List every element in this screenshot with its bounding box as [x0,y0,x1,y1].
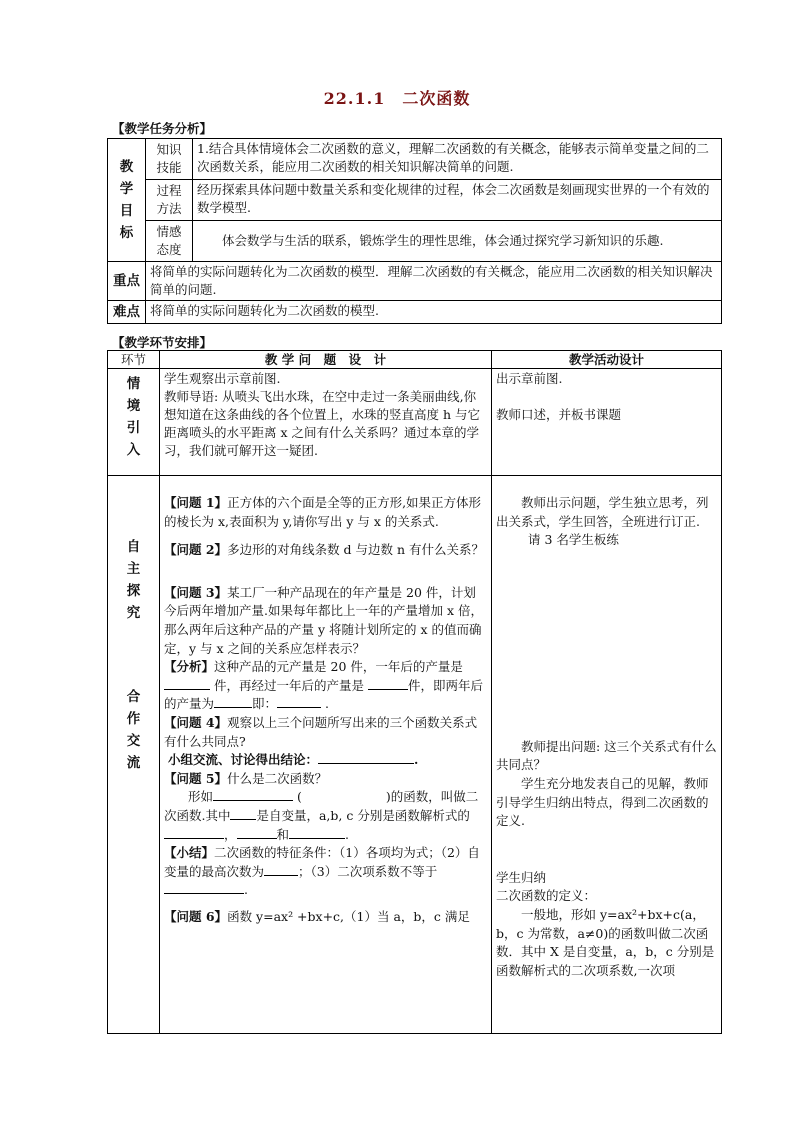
answer-blank[interactable] [368,677,408,690]
answer-blank[interactable] [213,788,293,801]
label-char: 主 [126,561,141,577]
fill-text: ， [224,826,237,842]
question-text: 观察以上三个问题所写出来的三个函数关系式有什么共同点? [164,714,478,749]
key-label: 重点 [108,262,146,301]
col-stage: 环节 [108,351,160,369]
question-text: 正方体的六个面是全等的正方形,如果正方体形的棱长为 x,表面积为 y,请你写出 y 与 x 的关系式. [164,495,482,529]
question-1 [164,488,487,531]
explore-design [160,476,492,1034]
explore-row [108,476,722,1034]
activity-line: 教师口述，并板书课题 [496,407,622,422]
answer-blank[interactable] [214,695,252,708]
section-heading-task-analysis: 【教学任务分析】 [112,121,213,136]
question-text: 函数 y=ax² +bx+c,（1）当 a，b，c 满足 [227,908,470,924]
goal-row-process [108,180,722,221]
page-title: 22.1.1 二次函数 [323,89,471,108]
summary-tag: 【小结】 [164,845,215,861]
explore-activity [492,476,722,1034]
analysis-text: 即： [252,696,278,712]
label-char: 入 [126,442,141,458]
question-tag: 【问题 6】 [164,908,228,924]
summary: 【小结】二次函数的特征条件：（1）各项均为式；（2）自变量的最高次数为 ；（3）二次项系数不等于. [164,845,480,898]
fill-text: 和 [276,826,290,842]
label-char: 交 [126,733,141,749]
goal-text-process: 经历探索具体问题中数量关系和变化规律的过程，体会二次函数是刻画现实世界的一个有效的数学模型. [193,180,722,221]
question-6 [164,908,487,927]
goal-text-knowledge: 1.结合具体情境体会二次函数的意义，理解二次函数的有关概念，能够表示简单变量之间的二次函数关系，能应用二次函数的相关知识解决简单的问题. [193,139,722,180]
goal-row-attitude [108,221,722,262]
question-text: 多边形的对角线条数 d 与边数 n 有什么关系？ [227,542,485,558]
label-char: 作 [126,711,141,727]
section-heading-arrangement: 【教学环节安排】 [112,335,213,350]
difficulty-row [108,301,722,324]
goal-sub-process [146,180,193,221]
question-4 [164,714,487,751]
question-tag: 【问题 1】 [164,495,228,510]
task-analysis-table [107,138,722,324]
intro-activity [492,369,722,476]
label-char: 流 [126,755,141,771]
activity-text: 教师出示问题，学生独立思考，列出关系式，学生回答，全班进行订正. [496,495,709,529]
intro-label [108,369,160,476]
question-text: 什么是二次函数？ [227,770,328,786]
summary-text: 二次函数的特征条件：（1）各项均为式；（2）自变量的最高次数为 [164,845,480,879]
label-char: 引 [126,420,141,436]
sub-line: 态度 [156,242,182,257]
question-5 [164,770,487,789]
label-char: 自 [126,539,141,555]
activity-line: 出示章前图. [496,371,563,386]
activity-text: 教师提出问题: 这三个关系式有什么共同点？ [496,738,717,773]
answer-blank[interactable] [164,826,224,839]
answer-blank[interactable] [237,826,277,839]
analysis-tag: 【分析】 [164,659,215,675]
question-tag: 【问题 2】 [164,542,228,558]
label-char: 究 [126,605,141,621]
intro-row [108,369,722,476]
answer-blank[interactable] [164,881,244,894]
question-tag: 【问题 5】 [164,770,228,786]
goal-label-char: 标 [119,225,134,241]
intro-design: 学生观察出示章前图. 教师导语: 从喷头飞出水珠，在空中走过一条美丽曲线,你想知道在这条曲线的各个位置上，水珠的竖直高度 h 与它距离喷头的水平距离 x 之间有什么关系吗？通过本章的学习，我们就可解开这一疑团. [160,369,492,476]
answer-blank[interactable] [230,807,256,820]
analysis-text: 件，再经过一年后的产量是 [213,677,364,693]
conclusion-text: 小组交流、讨论得出结论： [168,752,319,768]
key-text: 将简单的实际问题转化为二次函数的模型．理解二次函数的有关概念，能应用二次函数的相关知识解决简单的问题. [146,262,722,301]
analysis: 【分析】这种产品的元产量是 20 件，一年后的产量是 件，再经过一年后的产量是 件，即两年后的产量为 即： . [164,659,483,712]
answer-blank[interactable] [164,677,210,690]
activity-text: 一般地，形如 y=ax²+bx+c(a，b，c 为常数，a≠0)的函数叫做二次函数．其中 X 是自变量，a，b，c 分别是函数解析式的二次项系数,一次项 [496,906,715,978]
arrangement-table [107,350,722,1034]
question-tag: 【问题 3】 [164,584,228,600]
goal-sub-attitude [146,221,193,262]
sub-line: 知识 [156,142,182,157]
sub-line: 技能 [156,160,182,175]
analysis-text: 件，即两年后的产量为 [164,677,483,712]
goal-sub-knowledge [146,139,193,180]
answer-blank[interactable] [277,695,321,708]
explore-label [108,476,160,1034]
answer-blank[interactable] [289,826,345,839]
header-row [108,351,722,369]
question-2 [164,541,487,560]
key-row [108,262,722,301]
summary-text: ；（3）二次项系数不等于 [298,863,438,879]
question-3 [164,584,487,658]
sub-line: 情感 [156,224,182,239]
definition-fill: 形如 ( )的函数，叫做二次函数.其中 是自变量，a,b, c 分别是函数解析式的， 和 . [164,789,479,842]
goal-label-char: 学 [119,181,134,197]
fill-text: 是自变量，a,b, c 分别是函数解析式的 [256,807,470,823]
difficulty-text: 将简单的实际问题转化为二次函数的模型. [146,301,722,324]
label-char: 合 [126,689,141,705]
answer-blank[interactable] [318,751,414,764]
goal-label-char: 教 [119,159,134,175]
fill-text: ( [297,789,302,805]
sub-line: 过程 [156,183,182,198]
difficulty-label: 难点 [108,301,146,324]
answer-blank[interactable] [264,863,298,876]
sub-line: 方法 [156,201,182,216]
fill-text: )的函数，叫做二次函数.其中 [164,789,479,823]
analysis-text: 这种产品的元产量是 20 件，一年后的产量是 [214,659,463,675]
activity-text: 请 3 名学生板练 [528,532,619,548]
goal-label [108,139,146,262]
label-char: 境 [126,398,141,414]
activity-text: 学生充分地发表自己的见解，教师引导学生归纳出特点，得到二次函数的定义. [496,775,709,829]
col-activity: 教学活动设计 [492,351,722,369]
activity-text: 二次函数的定义： [496,888,597,904]
question-text: 某工厂一种产品现在的年产量是 20 件，计划今后两年增加产量.如果每年都比上一年的产量增加 x 倍，那么两年后这种产品的产量 y 将随计划所定的 x 的值而确定，y 与 x 之间的关系应怎样表示？ [164,584,483,656]
question-tag: 【问题 4】 [164,714,228,730]
activity-text: 学生归纳 [496,869,547,885]
col-design: 教 学 问 题 设 计 [160,351,492,369]
fill-text: 形如 [188,789,214,805]
conclusion: 小组交流、讨论得出结论： . [168,752,419,768]
goal-text-attitude: 体会数学与生活的联系，锻炼学生的理性思维，体会通过探究学习新知识的乐趣. [193,221,722,262]
goal-row-knowledge [108,139,722,180]
label-char: 情 [126,376,141,392]
label-char: 探 [126,583,141,599]
goal-label-char: 目 [119,203,134,219]
